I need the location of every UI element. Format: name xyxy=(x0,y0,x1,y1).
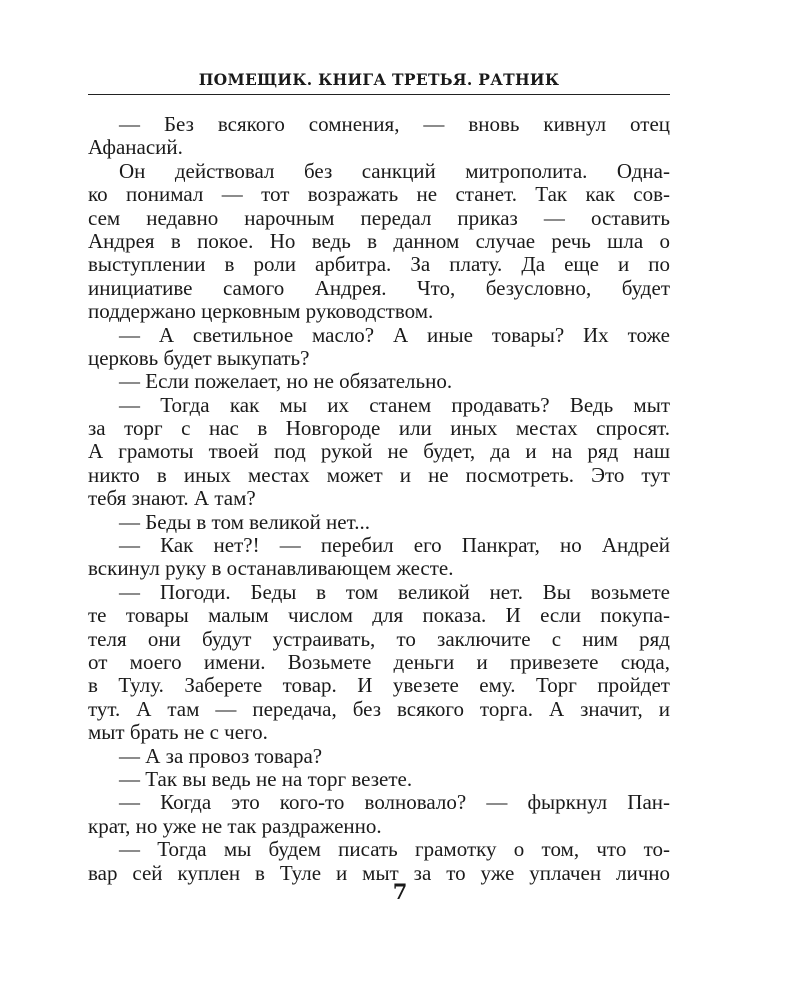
text-line: — Когда это кого-то волновало? — фыркнул Пан- xyxy=(119,790,670,815)
text-line: выступлении в роли арбитра. За плату. Да еще и по xyxy=(88,252,670,277)
text-line: — Погоди. Беды в том великой нет. Вы возьмете xyxy=(119,579,670,604)
text-line: в Тулу. Заберете товар. И увезете ему. Торг пройдет xyxy=(88,673,670,698)
text-line: — Тогда как мы их станем продавать? Ведь мыт xyxy=(119,392,670,417)
text-line: — Тогда мы будем писать грамотку о том, что то- xyxy=(119,837,670,862)
text-line: вар сей куплен в Туле и мыт за то уже уплачен лично xyxy=(88,860,670,885)
text-line: — А за провоз товара? xyxy=(119,743,323,768)
text-line: вскинул руку в останавливающем жесте. xyxy=(88,556,454,581)
text-line: тут. А там — передача, без всякого торга. А значит, и xyxy=(88,696,670,721)
text-line: мыт брать не с чего. xyxy=(88,720,268,745)
header-rule xyxy=(88,94,670,95)
text-line: крат, но уже не так раздраженно. xyxy=(88,813,382,838)
text-line: Андрея в покое. Но ведь в данном случае речь шла о xyxy=(88,228,670,253)
text-line: Афанасий. xyxy=(88,135,183,160)
text-line: за торг с нас в Новгороде или иных местах спросят. xyxy=(88,416,670,441)
text-line: — Если пожелает, но не обязательно. xyxy=(119,369,453,394)
text-line: — Без всякого сомнения, — вновь кивнул отец xyxy=(119,112,670,136)
text-line: теля они будут устраивать, то заключите с ним ряд xyxy=(88,626,670,651)
text-line: те товары малым числом для показа. И если покупа- xyxy=(88,603,670,628)
text-line: — Как нет?! — перебил его Панкрат, но Андрей xyxy=(119,533,670,558)
text-line: А грамоты твоей под рукой не будет, да и на ряд наш xyxy=(88,439,670,464)
text-line: — Беды в том великой нет... xyxy=(119,509,370,534)
text-line: Он действовал без санкций митрополита. Одна- xyxy=(119,158,670,183)
text-line: ко понимал — тот возражать не станет. Так как сов- xyxy=(88,182,670,207)
text-line: — А светильное масло? А иные товары? Их тоже xyxy=(119,322,670,347)
running-head-title: ПОМЕЩИК. КНИГА ТРЕТЬЯ. РАТНИК xyxy=(198,70,560,89)
text-line: поддержано церковным руководством. xyxy=(88,299,434,324)
text-line: церковь будет выкупать? xyxy=(88,345,310,370)
page-number: 7 xyxy=(392,879,408,904)
text-line: тебя знают. А там? xyxy=(88,486,256,511)
text-line: сем недавно нарочным передал приказ — оставить xyxy=(88,205,670,230)
text-line: никто в иных местах может и не посмотреть. Это тут xyxy=(88,462,670,487)
text-line: инициативе самого Андрея. Что, безусловно, будет xyxy=(88,275,670,300)
body-text xyxy=(88,113,670,885)
text-line: от моего имени. Возьмете деньги и привезете сюда, xyxy=(88,649,670,674)
text-line: — Так вы ведь не на торг везете. xyxy=(119,766,413,791)
